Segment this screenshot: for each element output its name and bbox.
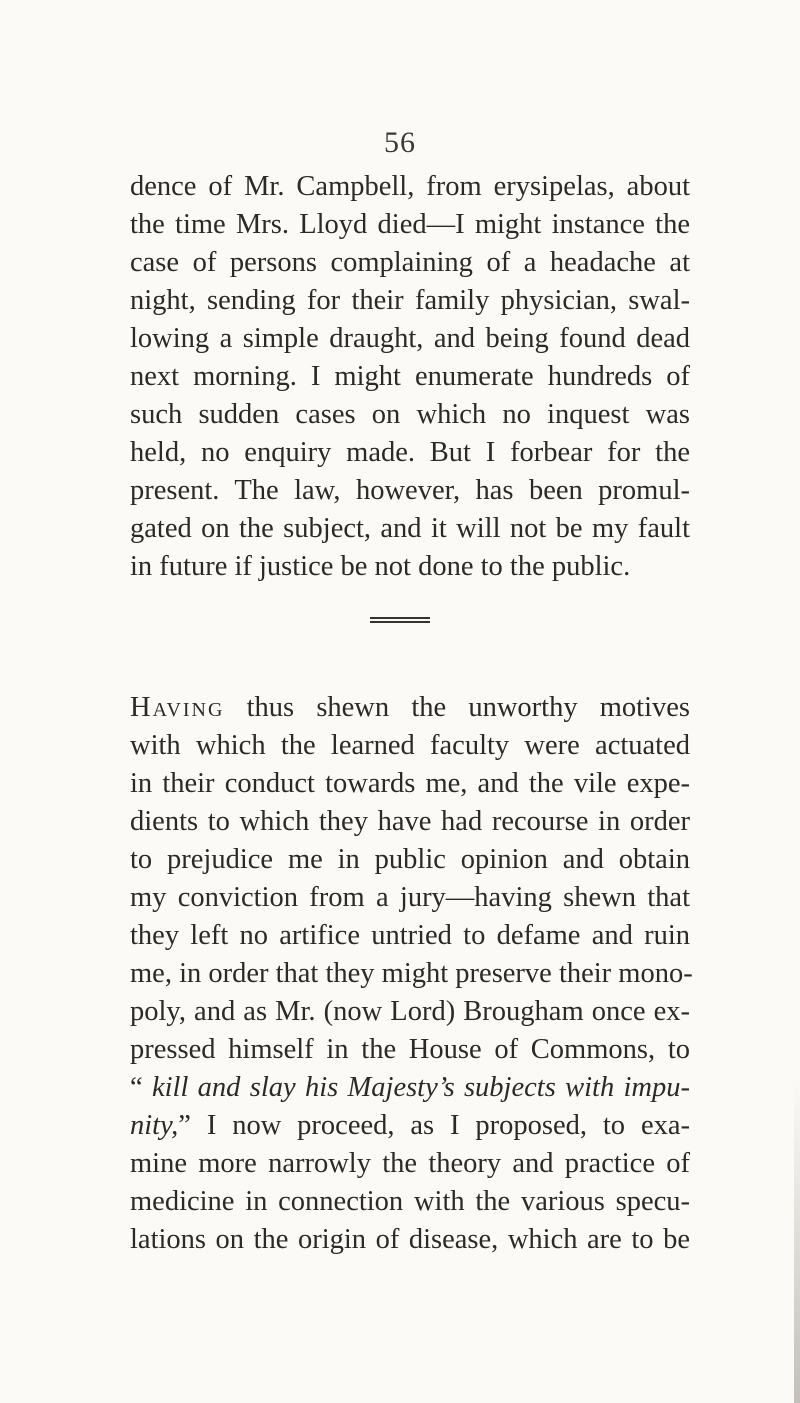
text-line: in their conduct towards me, and the vile expe-: [130, 768, 690, 799]
text-line: with which the learned faculty were actuated: [130, 730, 690, 761]
text-line: mine more narrowly the theory and practice of: [130, 1148, 690, 1179]
text-line: case of persons complaining of a headache at: [130, 247, 690, 278]
paragraph-1: [130, 168, 690, 586]
quote-close: ” I now proceed, as I proposed, to exa-: [178, 1110, 690, 1141]
quote-text: kill and slay his Majesty’s subjects with impu-: [151, 1072, 690, 1103]
text-line: [130, 689, 690, 727]
line-rest: thus shewn the unworthy motives: [224, 692, 690, 723]
page-number: 56: [384, 126, 416, 159]
text-line: dients to which they have had recourse in order: [130, 806, 690, 837]
opening-word: Having: [130, 692, 225, 723]
paragraph-2: [130, 689, 693, 1259]
section-divider: [370, 617, 430, 625]
text-line: pressed himself in the House of Commons, to: [130, 1034, 690, 1065]
text-line: the time Mrs. Lloyd died—I might instance the: [130, 209, 690, 240]
text-line: present. The law, however, has been promul-: [130, 475, 690, 506]
text-line: such sudden cases on which no inquest was: [130, 399, 690, 430]
text-line: dence of Mr. Campbell, from erysipelas, about: [130, 171, 690, 202]
page-edge-shadow: [794, 1080, 800, 1403]
text-line: poly, and as Mr. (now Lord) Brougham once ex-: [130, 996, 690, 1027]
quote-open: “: [130, 1072, 152, 1103]
quote-text: nity,: [130, 1110, 179, 1141]
text-line: to prejudice me in public opinion and obtain: [130, 844, 690, 875]
text-line: they left no artifice untried to defame and ruin: [130, 920, 690, 951]
text-line: next morning. I might enumerate hundreds of: [130, 361, 690, 392]
text-line: gated on the subject, and it will not be my fault: [130, 513, 690, 544]
text-line: [130, 1107, 690, 1145]
text-line: lowing a simple draught, and being found dead: [130, 323, 690, 354]
text-line: held, no enquiry made. But I forbear for the: [130, 437, 690, 468]
text-line: [130, 1069, 690, 1107]
text-line: lations on the origin of disease, which are to be: [130, 1224, 690, 1255]
text-line: my conviction from a jury—having shewn that: [130, 882, 690, 913]
text-line: me, in order that they might preserve their mono-: [130, 958, 693, 989]
text-line: in future if justice be not done to the public.: [130, 551, 631, 582]
text-line: medicine in connection with the various specu-: [130, 1186, 690, 1217]
text-line: night, sending for their family physician, swal-: [130, 285, 690, 316]
